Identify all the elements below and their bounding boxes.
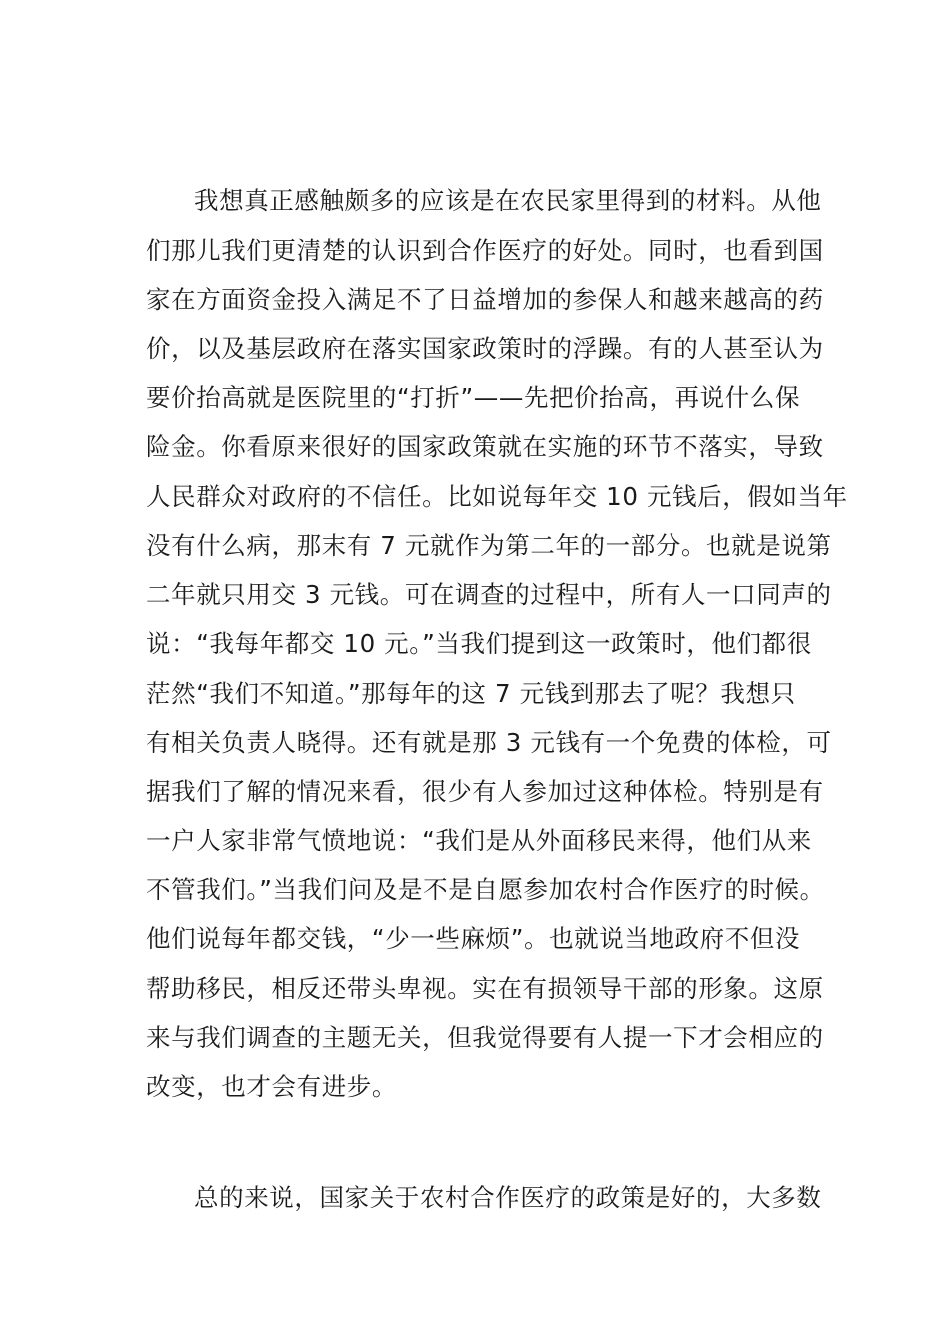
paragraph-line: 帮助移民，相反还带头卑视。实在有损领导干部的形象。这原 [146,974,824,1003]
paragraph-line: 有相关负责人晓得。还有就是那 3 元钱有一个免费的体检，可 [146,728,832,757]
paragraph-line: 一户人家非常气愤地说：“我们是从外面移民来得，他们从来 [146,826,812,855]
paragraph-line: 二年就只用交 3 元钱。可在调查的过程中，所有人一口同声的 [146,580,832,609]
paragraph-line: 要价抬高就是医院里的“打折”——先把价抬高，再说什么保 [146,383,801,412]
paragraph-line: 险金。你看原来很好的国家政策就在实施的环节不落实，导致 [146,432,824,461]
paragraph-line: 我想真正感触颇多的应该是在农民家里得到的材料。从他 [194,186,822,215]
paragraph-line: 价，以及基层政府在落实国家政策时的浮躁。有的人甚至认为 [146,334,824,363]
paragraph-line: 家在方面资金投入满足不了日益增加的参保人和越来越高的药 [146,285,824,314]
paragraph-line: 据我们了解的情况来看，很少有人参加过这种体检。特别是有 [146,777,824,806]
paragraph-line: 人民群众对政府的不信任。比如说每年交 10 元钱后，假如当年 [146,482,848,511]
paragraph-line: 来与我们调查的主题无关，但我觉得要有人提一下才会相应的 [146,1023,824,1052]
paragraph-line: 他们说每年都交钱，“少一些麻烦”。也就说当地政府不但没 [146,924,801,953]
paragraph-line: 改变，也才会有进步。 [146,1072,397,1101]
paragraph-line: 们那儿我们更清楚的认识到合作医疗的好处。同时，也看到国 [146,236,824,265]
paragraph-line: 总的来说，国家关于农村合作医疗的政策是好的，大多数 [194,1183,822,1212]
paragraph-line: 说：“我每年都交 10 元。”当我们提到这一政策时，他们都很 [146,629,812,658]
paragraph-line: 不管我们。”当我们问及是不是自愿参加农村合作医疗的时候。 [146,875,825,904]
paragraph-line: 没有什么病，那末有 7 元就作为第二年的一部分。也就是说第 [146,531,832,560]
paragraph-line: 茫然“我们不知道。”那每年的这 7 元钱到那去了呢？我想只 [146,679,796,708]
